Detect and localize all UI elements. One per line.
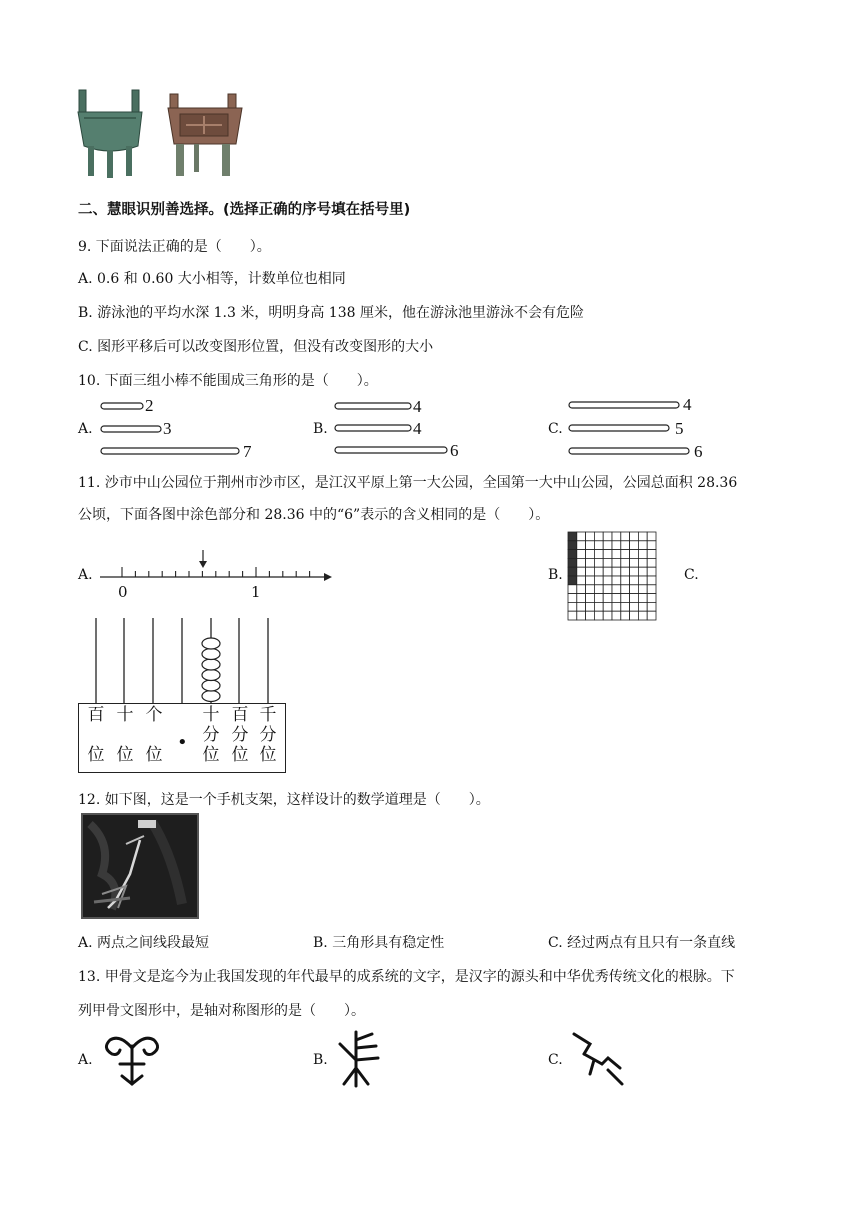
grid-cell [603, 550, 612, 559]
grid-cell [647, 594, 656, 603]
grid-cell [612, 567, 621, 576]
grid-cell [586, 585, 595, 594]
q10-a-stick1-label: 2 [145, 396, 154, 415]
abacus-bead [202, 649, 220, 660]
decimal-point: • [177, 732, 188, 753]
grid-cell [630, 611, 639, 620]
grid-cell [586, 550, 595, 559]
oracle-glyph-c-icon [568, 1030, 628, 1090]
q11-option-b-letter: B. [548, 567, 563, 583]
grid-cell [621, 532, 630, 541]
bronze-ding-round-image [76, 88, 146, 180]
grid-cell [603, 611, 612, 620]
q11-stem-line2: 公顷，下面各图中涂色部分和 28.36 中的“6”表示的含义相同的是（ ）。 [78, 507, 550, 523]
abacus-place-label: 个 位 [145, 705, 163, 765]
q10-a-stick2-label: 3 [163, 419, 172, 438]
grid-cell [638, 532, 647, 541]
q12-stem: 12. 如下图，这是一个手机支架，这样设计的数学道理是（ ）。 [78, 792, 490, 808]
grid-cell [577, 576, 586, 585]
number-line-label-1: 1 [251, 583, 261, 601]
grid-cell [603, 558, 612, 567]
grid-cell [647, 558, 656, 567]
grid-cell [577, 567, 586, 576]
q9-option-c: C. 图形平移后可以改变图形位置，但没有改变图形的大小 [78, 339, 434, 355]
grid-cell [586, 576, 595, 585]
grid-cell [586, 532, 595, 541]
grid-cell [594, 567, 603, 576]
q12-option-b: B. 三角形具有稳定性 [313, 935, 445, 951]
grid-cell [630, 576, 639, 585]
oracle-glyph-a-icon [100, 1032, 164, 1086]
grid-cell [586, 567, 595, 576]
grid-cell [586, 611, 595, 620]
grid-cell-shaded [568, 550, 577, 559]
grid-cell [577, 558, 586, 567]
grid-cell [577, 594, 586, 603]
grid-cell [568, 585, 577, 594]
abacus-place-label: 十 位 [116, 705, 134, 765]
grid-cell [594, 611, 603, 620]
grid-cell [621, 567, 630, 576]
grid-cell [577, 602, 586, 611]
grid-cell [594, 602, 603, 611]
grid-cell-shaded [568, 541, 577, 550]
q13-option-a-letter: A. [78, 1052, 93, 1068]
grid-cell [568, 611, 577, 620]
abacus-bead [202, 670, 220, 681]
q10-stem: 10. 下面三组小棒不能围成三角形的是（ ）。 [78, 373, 378, 389]
abacus-bead [202, 659, 220, 670]
grid-cell [586, 541, 595, 550]
grid-cell [621, 541, 630, 550]
abacus-bead [202, 680, 220, 691]
q10-b-stick2-label: 4 [413, 419, 422, 438]
grid-cell [621, 550, 630, 559]
grid-cell [638, 567, 647, 576]
grid-cell [630, 541, 639, 550]
grid-cell [603, 594, 612, 603]
abacus-place-label: 百 位 [87, 705, 105, 765]
grid-cell [568, 594, 577, 603]
oracle-glyph-b-icon [332, 1030, 388, 1088]
grid-cell [621, 602, 630, 611]
phone-stand-photo [82, 814, 198, 918]
grid-cell [603, 576, 612, 585]
grid-cell [594, 585, 603, 594]
grid-cell [621, 611, 630, 620]
grid-cell [612, 594, 621, 603]
q9-option-a: A. 0.6 和 0.60 大小相等，计数单位也相同 [78, 271, 346, 287]
grid-cell [630, 550, 639, 559]
q13-stem-line1: 13. 甲骨文是迄今为止我国发现的年代最早的成系统的文字，是汉字的源头和中华优秀传统文化的根脉。下 [78, 969, 735, 985]
grid-cell [630, 532, 639, 541]
q10-c-stick1-label: 4 [683, 395, 692, 414]
grid-cell [612, 576, 621, 585]
grid-cell [638, 602, 647, 611]
abacus-place-label: 十 分 位 [202, 705, 220, 765]
grid-cell [586, 602, 595, 611]
grid-cell [612, 585, 621, 594]
grid-cell [603, 567, 612, 576]
grid-cell [630, 585, 639, 594]
q10-option-c-letter: C. [548, 421, 563, 437]
grid-cell [621, 585, 630, 594]
grid-cell [647, 585, 656, 594]
grid-cell-shaded [568, 567, 577, 576]
q10-option-a-sticks [100, 398, 250, 460]
grid-cell [603, 532, 612, 541]
grid-cell [638, 576, 647, 585]
grid-cell [568, 602, 577, 611]
q10-b-stick3-label: 6 [450, 441, 459, 460]
q10-option-b-letter: B. [313, 421, 328, 437]
grid-cell [594, 576, 603, 585]
number-line-label-0: 0 [118, 583, 128, 601]
grid-cell [603, 585, 612, 594]
abacus-place-label: 千 分 位 [259, 705, 277, 765]
q13-option-b-letter: B. [313, 1052, 328, 1068]
q11-hundred-grid [567, 531, 659, 619]
q10-c-stick2-label: 5 [675, 419, 684, 438]
q12-option-c: C. 经过两点有且只有一条直线 [548, 935, 736, 951]
grid-cell [594, 550, 603, 559]
q12-option-a: A. 两点之间线段最短 [78, 935, 210, 951]
grid-cell [612, 532, 621, 541]
grid-cell [612, 550, 621, 559]
grid-cell [621, 594, 630, 603]
grid-cell [638, 611, 647, 620]
grid-cell [630, 602, 639, 611]
grid-cell [621, 558, 630, 567]
grid-cell [612, 558, 621, 567]
grid-cell [638, 585, 647, 594]
grid-cell [603, 541, 612, 550]
abacus-bead [202, 638, 220, 649]
grid-cell [630, 594, 639, 603]
grid-cell [638, 594, 647, 603]
q10-c-stick3-label: 6 [694, 442, 703, 461]
grid-cell [577, 532, 586, 541]
grid-cell [577, 611, 586, 620]
abacus-bead [202, 691, 220, 702]
grid-cell [603, 602, 612, 611]
grid-cell-shaded [568, 576, 577, 585]
grid-cell [586, 594, 595, 603]
grid-cell [638, 541, 647, 550]
abacus-place-label: 百 分 位 [231, 705, 249, 765]
q10-b-stick1-label: 4 [413, 397, 422, 416]
grid-cell [630, 558, 639, 567]
q13-stem-line2: 列甲骨文图形中，是轴对称图形的是（ ）。 [78, 1003, 365, 1019]
grid-cell [647, 602, 656, 611]
grid-cell [594, 541, 603, 550]
grid-cell [647, 541, 656, 550]
q11-option-c-letter: C. [684, 567, 699, 583]
grid-cell [630, 567, 639, 576]
grid-cell [647, 611, 656, 620]
bronze-ding-square-image [164, 92, 246, 178]
grid-cell [594, 558, 603, 567]
q10-option-b-sticks [334, 398, 454, 460]
grid-cell [612, 611, 621, 620]
grid-cell [594, 532, 603, 541]
q11-abacus [78, 618, 288, 704]
grid-cell [586, 558, 595, 567]
q9-stem: 9. 下面说法正确的是（ ）。 [78, 239, 271, 255]
grid-cell [621, 576, 630, 585]
q11-stem-line1: 11. 沙市中山公园位于荆州市沙市区，是江汉平原上第一大公园，全国第一大中山公园，公园总面积 28.36 [78, 475, 738, 491]
grid-cell [594, 594, 603, 603]
q11-option-a-letter: A. [78, 567, 93, 583]
grid-cell [647, 567, 656, 576]
grid-cell-shaded [568, 532, 577, 541]
grid-cell [612, 602, 621, 611]
section-title: 二、慧眼识别善选择。(选择正确的序号填在括号里) [78, 202, 411, 218]
grid-cell-shaded [568, 558, 577, 567]
q11-number-line [96, 548, 336, 588]
grid-cell [577, 550, 586, 559]
grid-cell [638, 550, 647, 559]
grid-cell [647, 576, 656, 585]
grid-cell [647, 532, 656, 541]
grid-cell [577, 541, 586, 550]
q10-option-a-letter: A. [78, 421, 93, 437]
grid-cell [612, 541, 621, 550]
q13-option-c-letter: C. [548, 1052, 563, 1068]
q9-option-b: B. 游泳池的平均水深 1.3 米，明明身高 138 厘米，他在游泳池里游泳不会有危险 [78, 305, 584, 321]
grid-cell [647, 550, 656, 559]
q10-a-stick3-label: 7 [243, 442, 252, 461]
grid-cell [638, 558, 647, 567]
grid-cell [577, 585, 586, 594]
